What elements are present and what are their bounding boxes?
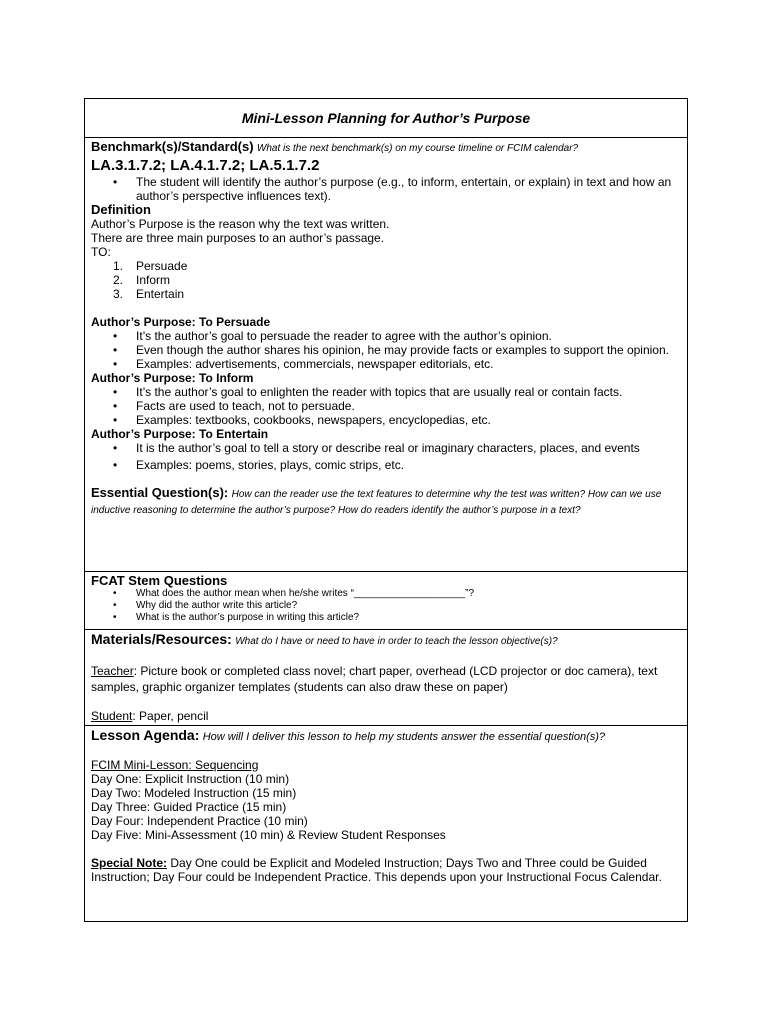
benchmark-prompt: What is the next benchmark(s) on my course timeline or FCIM calendar? <box>256 143 579 154</box>
definition-line: Author’s Purpose is the reason why the text was written. <box>91 217 390 231</box>
materials-label: Materials/Resources: <box>91 631 232 647</box>
purpose-list <box>91 259 681 301</box>
title-row <box>85 99 687 137</box>
teacher-label: Teacher <box>91 664 134 678</box>
list-item: • Facts are used to teach, not to persuade. <box>91 399 681 413</box>
list-item: 1. Persuade <box>113 259 188 273</box>
essential-prompt: How can the reader use the text features to determine why the test was written? How can we use inductive reasoning to determine the author’s purpose? How do readers identify the author’s purpose in a text? <box>91 489 662 516</box>
agenda-day: Day Five: Mini-Assessment (10 min) & Review Student Responses <box>91 828 446 842</box>
list-item: • Examples: advertisements, commercials, newspaper editorials, etc. <box>91 357 681 371</box>
definition-line: TO: <box>91 245 111 259</box>
teacher-text: : Picture book or completed class novel; chart paper, overhead (LCD projector or doc camera), text samples, graphic organizer templates (students can also draw these on paper) <box>91 664 658 694</box>
essential-label: Essential Question(s): <box>91 485 229 500</box>
teacher-materials <box>91 663 681 695</box>
fcat-heading: FCAT Stem Questions <box>91 573 228 588</box>
page-title: Mini-Lesson Planning for Author’s Purpose <box>241 110 531 126</box>
special-note <box>91 856 681 884</box>
list-item: • It’s the author’s goal to persuade the reader to agree with the author’s opinion. <box>91 329 681 343</box>
list-item: • It’s the author’s goal to enlighten the reader with topics that are usually real or contain facts. <box>91 385 681 399</box>
list-item: • The student will identify the author’s purpose (e.g., to inform, entertain, or explain) in text and how an author’s perspective influences text). <box>91 175 681 203</box>
agenda-day: Day One: Explicit Instruction (10 min) <box>91 772 290 786</box>
materials-section <box>85 629 687 725</box>
list-item: • Why did the author write this article? <box>91 600 681 612</box>
benchmark-bullets <box>91 175 681 203</box>
list-item: 3. Entertain <box>113 287 185 301</box>
fcim-line: FCIM Mini-Lesson: Sequencing <box>91 758 259 772</box>
agenda-prompt: How will I deliver this lesson to help my students answer the essential question(s)? <box>202 731 606 743</box>
entertain-bullets <box>91 441 681 472</box>
agenda-day: Day Four: Independent Practice (10 min) <box>91 814 308 828</box>
persuade-heading: Author’s Purpose: To Persuade <box>91 315 271 329</box>
inform-heading: Author’s Purpose: To Inform <box>91 371 254 385</box>
list-item: • Examples: textbooks, cookbooks, newspapers, encyclopedias, etc. <box>91 413 681 427</box>
student-text: : Paper, pencil <box>132 709 209 723</box>
benchmark-section <box>85 137 687 571</box>
agenda-day: Day Two: Modeled Instruction (15 min) <box>91 786 297 800</box>
benchmark-header <box>91 140 681 156</box>
list-item: • Examples: poems, stories, plays, comic strips, etc. <box>91 458 681 472</box>
list-item: • It is the author’s goal to tell a story or describe real or imaginary characters, places, and events <box>91 441 681 455</box>
agenda-header <box>91 728 681 744</box>
entertain-heading: Author’s Purpose: To Entertain <box>91 427 269 441</box>
materials-header <box>91 632 681 649</box>
student-label: Student <box>91 709 133 723</box>
agenda-day: Day Three: Guided Practice (15 min) <box>91 800 287 814</box>
standard-codes: LA.3.1.7.2; LA.4.1.7.2; LA.5.1.7.2 <box>91 157 320 174</box>
agenda-section <box>85 725 687 921</box>
definition-line: There are three main purposes to an author’s passage. <box>91 231 385 245</box>
inform-bullets <box>91 385 681 427</box>
materials-prompt: What do I have or need to have in order to teach the lesson objective(s)? <box>235 636 558 647</box>
benchmark-label: Benchmark(s)/Standard(s) <box>91 139 254 154</box>
fcat-section <box>85 571 687 629</box>
persuade-bullets <box>91 329 681 371</box>
lesson-plan-table <box>84 98 688 922</box>
list-item: 2. Inform <box>113 273 171 287</box>
list-item: • What does the author mean when he/she writes “____________________”? <box>91 588 681 600</box>
essential-question <box>91 486 681 518</box>
fcat-bullets <box>91 588 681 624</box>
definition-heading: Definition <box>91 202 151 217</box>
special-note-label: Special Note: <box>91 856 168 870</box>
list-item: • Even though the author shares his opinion, he may provide facts or examples to support the opinion. <box>91 343 681 357</box>
student-materials <box>91 709 681 723</box>
list-item: • What is the author’s purpose in writing this article? <box>91 612 681 624</box>
special-note-text: Day One could be Explicit and Modeled Instruction; Days Two and Three could be Guided Instruction; Day Four could be Independent Practice. This depends upon your Instructional Focus Calendar. <box>91 856 662 884</box>
agenda-label: Lesson Agenda: <box>91 727 200 743</box>
